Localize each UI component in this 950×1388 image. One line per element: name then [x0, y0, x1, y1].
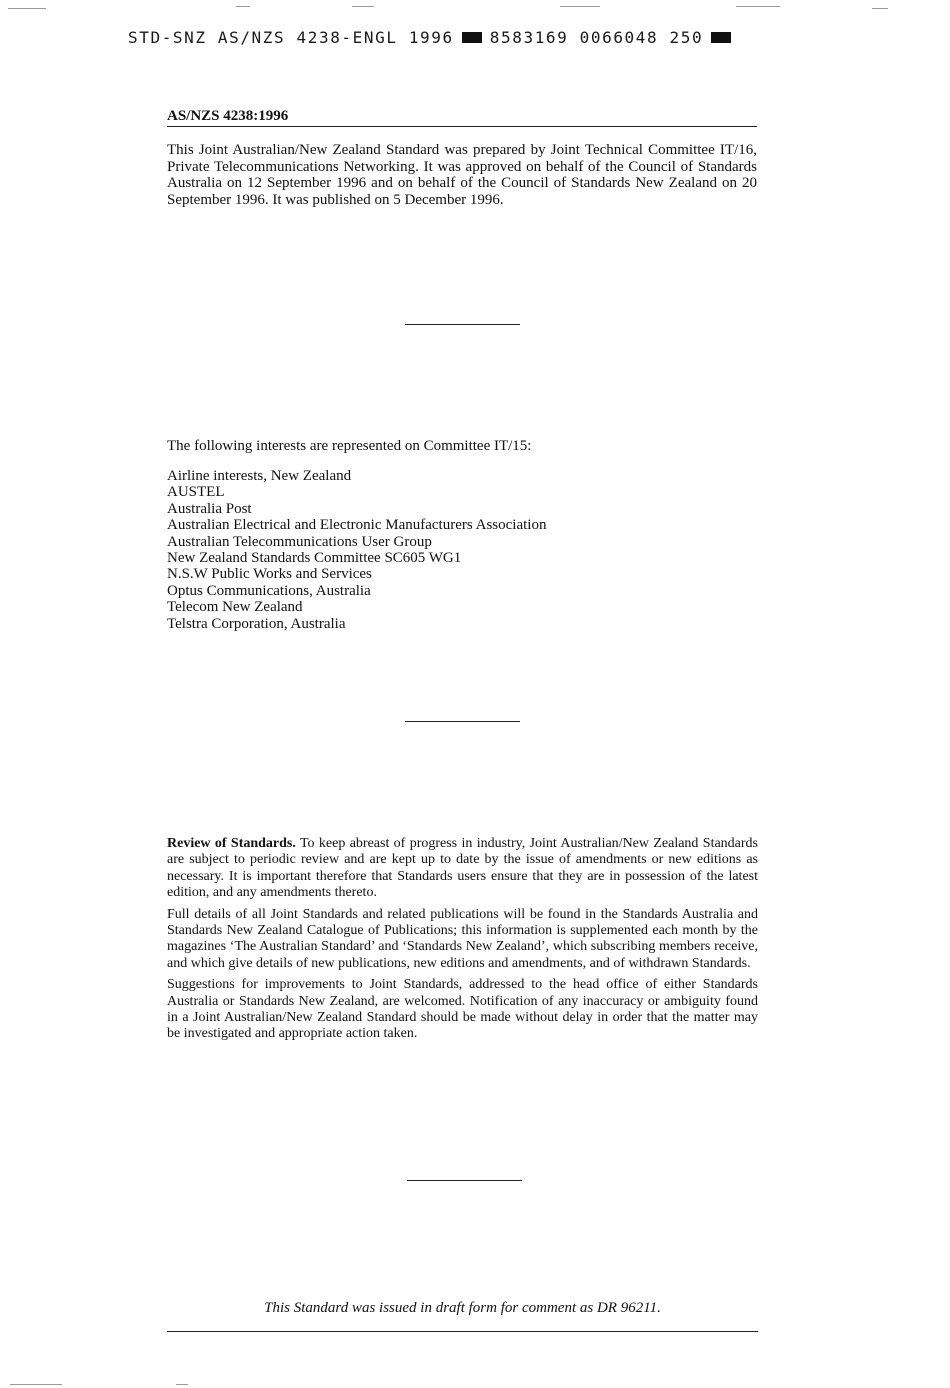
draft-note: This Standard was issued in draft form for comment as DR 96211.: [264, 1300, 661, 1316]
list-item: Telstra Corporation, Australia: [167, 615, 346, 632]
list-item: Optus Communications, Australia: [167, 582, 371, 599]
review-paragraph-2: Full details of all Joint Standards and related publications will be found in the Standards Australia and Standards New Zealand Catalogue of Publications; this information is supplemented each month by the magazines ‘The Australian Standard’ and ‘Standards New Zealand’, which subscribing members receive, and which give details of new publications, new editions and amendments, and of withdrawn Standards.: [167, 906, 758, 971]
scan-artifact: [352, 6, 374, 7]
standard-title: AS/NZS 4238:1996: [167, 108, 289, 124]
scan-artifact: [10, 1384, 62, 1385]
list-item: Australian Electrical and Electronic Manufacturers Association: [167, 517, 547, 534]
section-divider: [407, 1180, 522, 1181]
list-item: Airline interests, New Zealand: [167, 468, 352, 484]
list-item: New Zealand Standards Committee SC605 WG1: [167, 550, 462, 567]
list-item: N.S.W Public Works and Services: [167, 566, 372, 583]
interests-lead: The following interests are represented on Committee IT/15:: [167, 438, 532, 454]
list-item: Telecom New Zealand: [167, 599, 303, 616]
document-header-code: [128, 26, 770, 48]
scan-artifact: [176, 1384, 188, 1385]
list-item: AUSTEL: [167, 484, 225, 501]
list-item: Australian Telecommunications User Group: [167, 533, 432, 550]
interests-list: [167, 468, 546, 632]
scan-artifact: [236, 6, 250, 7]
section-divider: [405, 721, 520, 722]
scan-artifact: [736, 6, 780, 7]
section-divider: [405, 324, 520, 325]
header-code-part-2: 8583169 0066048 250: [489, 27, 704, 47]
barcode-block-mark-end: [711, 32, 731, 43]
header-code-part-1: STD-SNZ AS/NZS 4238-ENGL 1996: [128, 27, 454, 47]
list-item: Australia Post: [167, 500, 252, 517]
title-rule: [167, 126, 757, 127]
scan-artifact: [560, 6, 600, 7]
barcode-block-mark: [462, 32, 482, 43]
scan-artifact: [872, 8, 888, 9]
review-paragraph-1: [167, 836, 758, 902]
review-heading: Review of Standards.: [167, 836, 296, 851]
footer-rule: [167, 1331, 758, 1332]
scan-artifact: [8, 8, 46, 9]
intro-paragraph: This Joint Australian/New Zealand Standard was prepared by Joint Technical Committee IT/16, Private Telecommunications Networking. It was approved on behalf of the Council of Standards Australia on 12 September 1996 and on behalf of the Council of Standards New Zealand on 20 September 1996. It was published on 5 December 1996.: [167, 142, 757, 208]
review-of-standards-section: [167, 836, 758, 1048]
review-text-1: To keep abreast of progress in industry, Joint Australian/New Zealand Standards are subject to periodic review and are kept up to date by the issue of amendments or new editions as necessary. It is important therefore that Standards users ensure that they are in possession of the latest edition, and any amendments thereto.: [167, 836, 758, 901]
review-paragraph-3: Suggestions for improvements to Joint Standards, addressed to the head office of either Standards Australia or Standards New Zealand, are welcomed. Notification of any inaccuracy or ambiguity found in a Joint Australian/New Zealand Standard should be made without delay in order that the matter may be investigated and appropriate action taken.: [167, 977, 758, 1042]
